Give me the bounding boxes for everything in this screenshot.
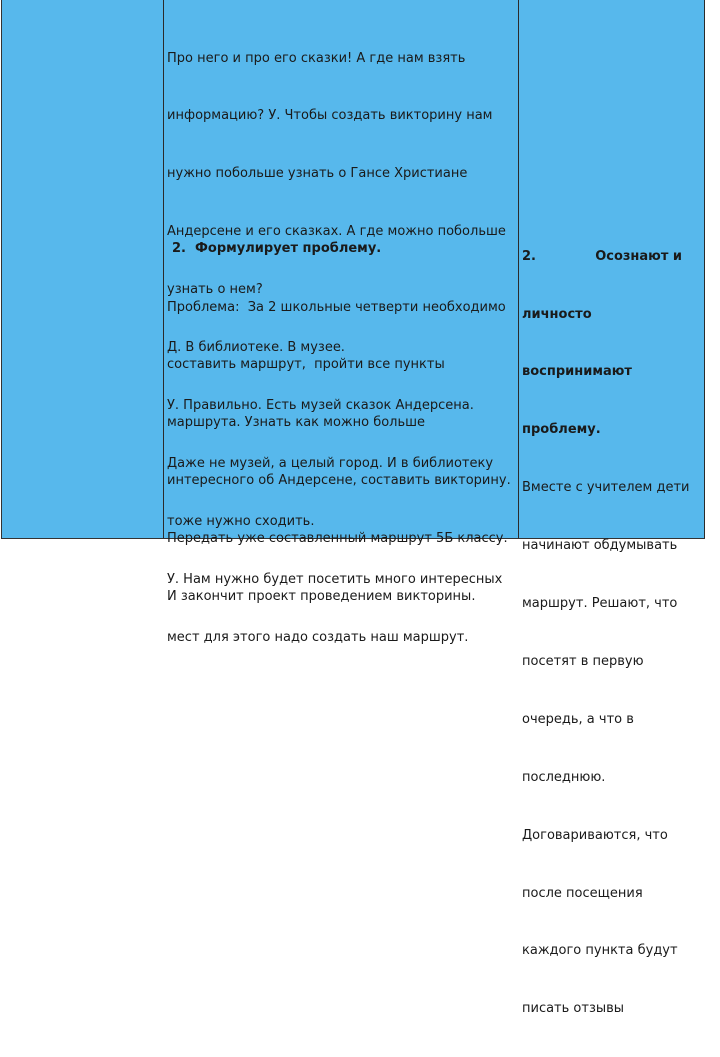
dialog-line: мест для этого надо создать наш маршрут. — [167, 629, 469, 645]
student-line: писать отзывы — [522, 1001, 625, 1017]
dialog-line: информацию? У. Чтобы создать викторину нам — [167, 108, 493, 124]
dialog-line: Даже не музей, а целый город. И в библиотеку — [167, 455, 494, 471]
column-divider-1 — [163, 0, 164, 538]
dialog-line: Андерсене и его сказках. А где можно побольше — [167, 224, 506, 240]
student-bold-line: воспринимают — [522, 364, 632, 380]
problem-title: 2. Формулирует проблему. — [172, 241, 382, 256]
problem-text — [167, 259, 511, 645]
student-line: начинают обдумывать — [522, 538, 678, 554]
dialog-line: У. Нам нужно будет посетить много интересных — [167, 571, 503, 587]
problem-line: И закончит проект проведением викторины. — [167, 589, 476, 605]
student-bold-line: проблему. — [522, 422, 601, 438]
student-line: последнюю. — [522, 769, 606, 785]
student-step-number: 2. — [522, 249, 536, 264]
dialog-line: нужно побольше узнать о Гансе Христиане — [167, 166, 468, 182]
problem-line: маршрута. Узнать как можно больше — [167, 415, 426, 431]
student-line: Вместе с учителем дети — [522, 480, 690, 496]
student-line: каждого пункта будут — [522, 943, 678, 959]
problem-line: составить маршрут, пройти все пункты — [167, 357, 445, 373]
column-divider-3 — [704, 0, 705, 538]
problem-line: Передать уже составленный маршрут 5Б классу. — [167, 531, 508, 547]
dialog-line: узнать о нем? — [167, 282, 263, 298]
student-line: маршрут. Решают, что — [522, 596, 678, 612]
student-bold-line: личносто — [522, 306, 592, 322]
student-activity-text — [522, 266, 690, 1057]
dialog-line: Д. В библиотеке. В музее. — [167, 340, 345, 356]
student-line: очередь, а что в — [522, 711, 634, 727]
student-line: посетят в первую — [522, 653, 644, 669]
student-line: после посещения — [522, 885, 643, 901]
student-heading-text: Осознают и — [595, 249, 682, 264]
problem-line: интересного об Андерсене, составить викторину. — [167, 473, 511, 489]
dialog-line: Про него и про его сказки! А где нам взять — [167, 50, 466, 66]
problem-line: Проблема: За 2 школьные четверти необходимо — [167, 299, 506, 315]
student-line: Договариваются, что — [522, 827, 668, 843]
dialog-line: У. Правильно. Есть музей сказок Андерсена. — [167, 397, 474, 413]
student-activity-heading — [522, 247, 682, 266]
dialog-line: тоже нужно сходить. — [167, 513, 315, 529]
column-divider-2 — [518, 0, 519, 538]
